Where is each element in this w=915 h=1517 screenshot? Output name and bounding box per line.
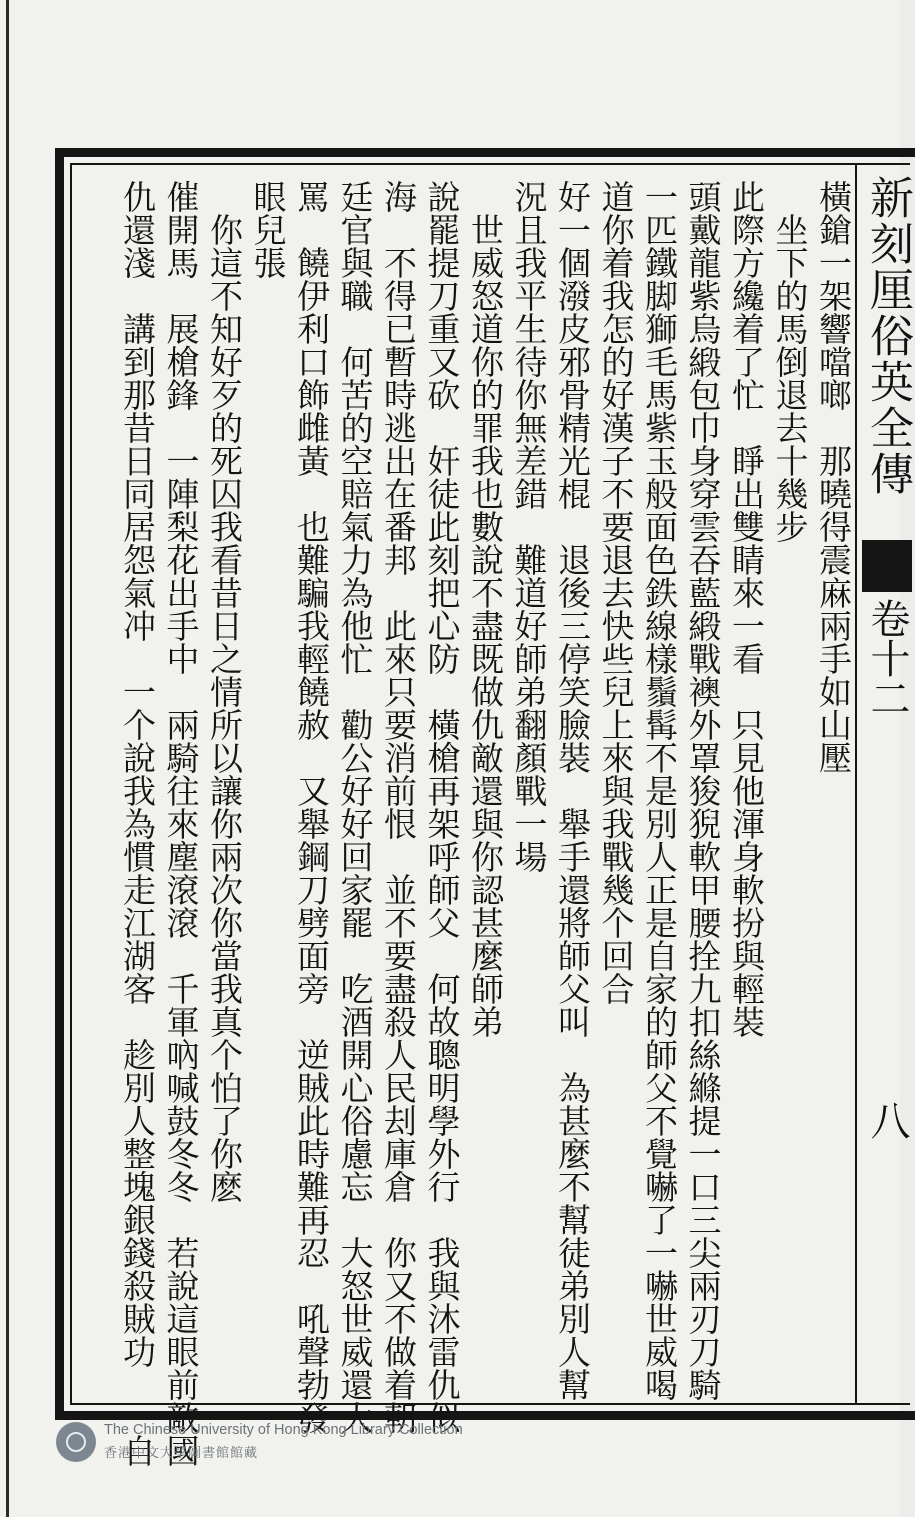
page-mark: 八 (864, 1100, 910, 1140)
text-column: 此際方纔着了忙 睜出雙睛來一看 只見他渾身軟扮與輕裝 (727, 180, 766, 1038)
text-column: 況且我平生待你無差錯 難道好師弟翻顏戰一場 (509, 180, 549, 873)
text-column: 好一個潑皮邪骨精光棍 退後三停笑臉裝 舉手還將師父叫 為甚麼不幫徒弟別人幫 (553, 180, 592, 1401)
text-column: 廷官與職 何苦的空賠氣力為他忙 勸公好好回家罷 吃酒開心俗慮忘 大怒世威還大 (335, 180, 375, 1434)
text-column: 罵 饒伊利口飾雌黃 也難騙我輕饒赦 又舉鋼刀劈面旁 逆賊此時難再忍 吼聲勃發 (292, 180, 331, 1434)
text-column: 海 不得已暫時逃出在番邦 此來只要消前恨 並不要盡殺人民刦庫倉 你又不做着朝 (379, 180, 418, 1434)
watermark-chinese: 香港中文大學圖書館館藏 (104, 1446, 259, 1461)
title-black-block (862, 540, 912, 592)
watermark-english: The Chinese University of Hong Kong Library Collection (104, 1422, 463, 1438)
book-title: 新刻厘俗英全傳 (862, 175, 913, 497)
text-column: 世威怒道你的罪我也數說不盡既做仇敵還與你認甚麼師弟 (466, 180, 505, 1038)
library-watermark (56, 1420, 516, 1468)
text-column: 說罷提刀重又砍 奸徒此刻把心防 橫槍再架呼師父 何故聰明學外行 我與沐雷仇似 (422, 180, 462, 1434)
text-column: 催開馬 展槍鋒 一陣梨花出手中 兩騎往來塵滾滾 千軍吶喊鼓冬冬 若說這眼前敵國 (161, 180, 201, 1467)
text-column: 仇還淺 講到那昔日同居怨氣冲 一个說我為慣走江湖客 趁別人整塊銀錢殺賊功 一自 (118, 180, 157, 1467)
text-column: 橫鎗一架響噹啷 那曉得震麻兩手如山壓 (814, 180, 853, 774)
cuhk-logo-icon (56, 1422, 96, 1462)
text-column: 道你着我怎的好漢子不要退去快些兒上來與我戰幾个回合 (596, 180, 636, 1005)
text-column: 頭戴龍紫烏緞包巾身穿雲吞藍緞戰襖外罩狻猊軟甲腰拴九扣絲縧提一口三尖兩刃刀騎 (683, 180, 723, 1401)
volume-label: 卷十二 (864, 598, 910, 718)
text-column: 你這不知好歹的死囚我看昔日之情所以讓你兩次你當我真个怕了你麽 (205, 180, 244, 1203)
page-edge-rule (6, 0, 9, 1517)
text-column: 眼兒張 (248, 180, 288, 279)
text-column: 一匹鐵脚獅毛馬紫玉般面色鉄線樣鬚髯不是別人正是自家的師父不覺嚇了一嚇世威喝 (640, 180, 679, 1401)
text-column: 坐下的馬倒退去十幾步 (770, 180, 810, 543)
